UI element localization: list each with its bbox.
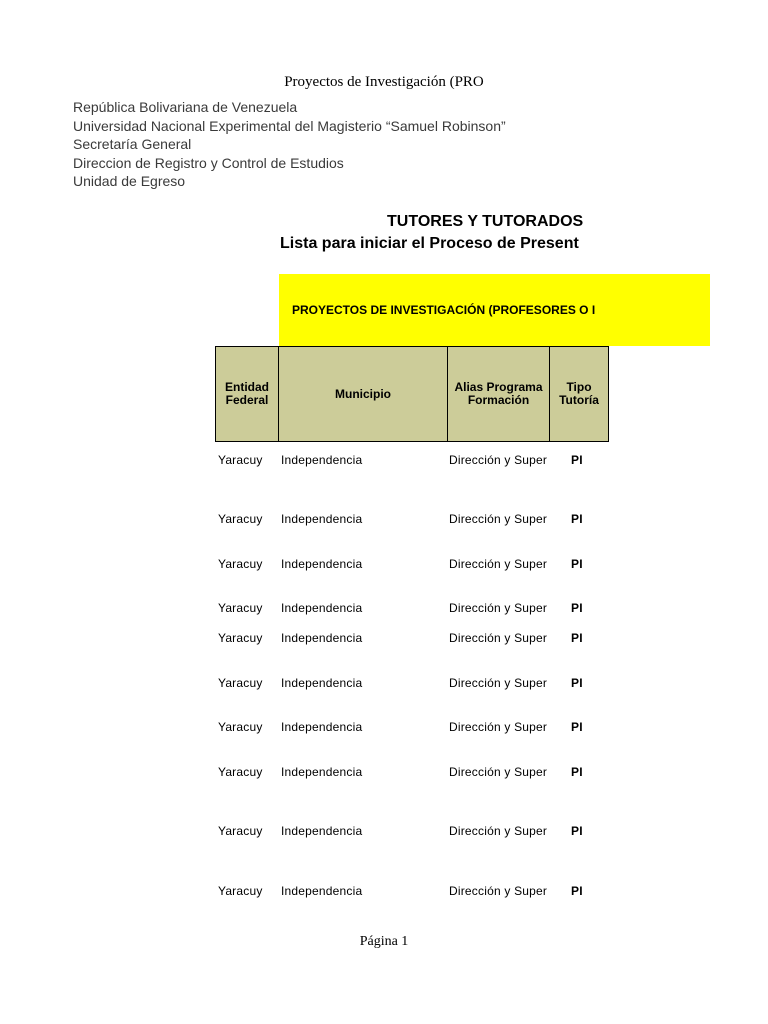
cell-entidad: Yaracuy [218, 824, 263, 838]
cell-alias: Dirección y Super [449, 676, 548, 690]
cell-alias: Dirección y Super [449, 601, 548, 615]
cell-municipio: Independencia [281, 720, 363, 734]
cell-municipio: Independencia [281, 557, 363, 571]
cell-tipo: PI [571, 512, 583, 526]
cell-entidad: Yaracuy [218, 601, 263, 615]
institution-line: Direccion de Registro y Control de Estudios [73, 154, 344, 171]
column-header-label: Tipo Tutoría [559, 380, 599, 407]
cell-entidad: Yaracuy [218, 453, 263, 467]
cell-municipio: Independencia [281, 453, 363, 467]
institution-line: Secretaría General [73, 136, 192, 152]
cell-alias: Dirección y Super [449, 765, 548, 779]
cell-tipo: PI [571, 884, 583, 898]
cell-alias: Dirección y Super [449, 824, 548, 838]
cell-municipio: Independencia [281, 631, 363, 645]
cell-tipo: PI [571, 720, 583, 734]
column-header-tipo [549, 346, 609, 442]
column-header-label: Municipio [335, 386, 391, 401]
column-header-label: Alias Programa Formación [454, 380, 543, 407]
cell-tipo: PI [571, 631, 583, 645]
cell-tipo: PI [571, 765, 583, 779]
cell-alias: Dirección y Super [449, 557, 548, 571]
cell-tipo: PI [571, 601, 583, 615]
cell-entidad: Yaracuy [218, 884, 263, 898]
title-line-1: TUTORES Y TUTORADOS [387, 213, 584, 230]
cell-alias: Dirección y Super [449, 720, 548, 734]
cell-municipio: Independencia [281, 676, 363, 690]
column-header-alias [447, 346, 550, 442]
cell-tipo: PI [571, 453, 583, 467]
document-title [280, 211, 608, 255]
cell-alias: Dirección y Super [449, 453, 548, 467]
column-header-municipio [278, 346, 448, 442]
cell-tipo: PI [571, 557, 583, 571]
running-title: Proyectos de Investigación (PRO [284, 74, 484, 90]
cell-entidad: Yaracuy [218, 631, 263, 645]
cell-entidad: Yaracuy [218, 676, 263, 690]
cell-entidad: Yaracuy [218, 720, 263, 734]
cell-tipo: PI [571, 676, 583, 690]
cell-entidad: Yaracuy [218, 765, 263, 779]
cell-municipio: Independencia [281, 765, 363, 779]
title-line-2: Lista para iniciar el Proceso de Present [280, 235, 579, 252]
page-footer [0, 933, 768, 951]
page-number: Página 1 [359, 934, 409, 949]
cell-entidad: Yaracuy [218, 557, 263, 571]
institution-line: República Bolivariana de Venezuela [73, 99, 298, 115]
cell-municipio: Independencia [281, 512, 363, 526]
section-banner-text: PROYECTOS DE INVESTIGACIÓN (PROFESORES O I [292, 303, 596, 317]
institution-block [73, 98, 506, 191]
column-header-label: Entidad Federal [225, 380, 269, 407]
cell-municipio: Independencia [281, 884, 363, 898]
cell-entidad: Yaracuy [218, 512, 263, 526]
cell-tipo: PI [571, 824, 583, 838]
page-header [0, 73, 768, 91]
cell-alias: Dirección y Super [449, 631, 548, 645]
cell-alias: Dirección y Super [449, 512, 548, 526]
cell-municipio: Independencia [281, 601, 363, 615]
column-header-entidad [215, 346, 279, 442]
institution-line: Universidad Nacional Experimental del Magisterio “Samuel Robinson” [73, 117, 506, 134]
cell-municipio: Independencia [281, 824, 363, 838]
table-header [215, 346, 609, 442]
institution-line: Unidad de Egreso [73, 173, 186, 189]
cell-alias: Dirección y Super [449, 884, 548, 898]
